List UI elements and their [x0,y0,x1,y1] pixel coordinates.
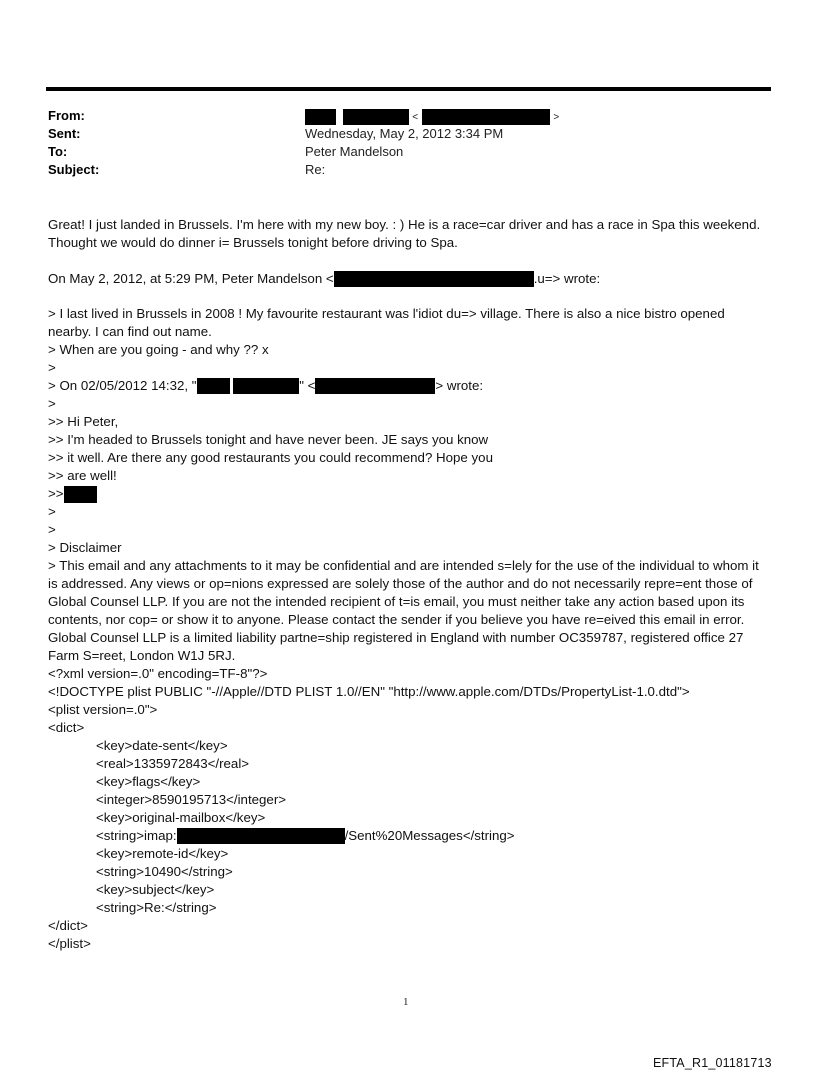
to-value: Peter Mandelson [305,144,404,159]
plist-line: <integer>8590195713</integer> [96,792,287,807]
plist-line: <?xml version=.0" encoding=TF-8"?> [48,666,268,681]
quote-line: > [48,504,56,519]
redaction-block [197,378,230,394]
quote-line: >> [48,485,97,503]
quote-line: >> I'm headed to Brussels tonight and have never been. JE says you know [48,432,489,447]
plist-line: <plist version=.0"> [48,702,158,717]
plist-line: <key>flags</key> [96,774,201,789]
subject-value: Re: [305,162,326,177]
plist-line: <key>original-mailbox</key> [96,810,266,825]
subject-label: Subject: [48,162,100,177]
plist-line: <string>Re:</string> [96,900,217,915]
plist-line: </dict> [48,918,88,933]
quote-line: > On 02/05/2012 14:32, " " < > wrote: [48,378,484,393]
redaction-block [343,109,409,125]
plist-line: <real>1335972843</real> [96,756,250,771]
from-row [48,107,560,125]
redaction-block [334,271,534,287]
from-value: < > [305,107,559,127]
quote-attribution: On May 2, 2012, at 5:29 PM, Peter Mandelson < .u=> wrote: [48,271,601,286]
redaction-block [305,109,336,125]
redaction-block [233,378,299,394]
plist-line: <key>date-sent</key> [96,738,228,753]
page-number: 1 [403,996,409,1008]
plist-line: <string>10490</string> [96,864,233,879]
quote-line: >> it well. Are there any good restaurants you could recommend? Hope you [48,450,493,465]
header-rule [46,87,771,91]
from-label: From: [48,108,85,123]
redaction-block [422,109,550,125]
quote-line: > When are you going - and why ?? x [48,342,269,357]
subject-row [48,161,326,179]
bates-number: EFTA_R1_01181713 [653,1056,772,1070]
redaction-block [64,486,97,503]
sent-label: Sent: [48,126,81,141]
plist-line: <!DOCTYPE plist PUBLIC "-//Apple//DTD PLIST 1.0//EN" "http://www.apple.com/DTDs/PropertyList-1.0.dtd"> [48,684,690,699]
quote-line: > Disclaimer [48,540,122,555]
plist-line: <key>remote-id</key> [96,846,229,861]
quote-line: >> Hi Peter, [48,414,119,429]
quote-line: > I last lived in Brussels in 2008 ! My favourite restaurant was l'idiot du=> village. There is also a nice bistro opened nearby. I can find out name. [48,306,725,339]
plist-line: </plist> [48,936,91,951]
sent-value: Wednesday, May 2, 2012 3:34 PM [305,126,504,141]
sent-row [48,125,504,143]
plist-line: <key>subject</key> [96,882,215,897]
redaction-block [315,378,435,394]
plist-line: <dict> [48,720,85,735]
quote-line: > [48,360,56,375]
disclaimer-text: > This email and any attachments to it may be confidential and are intended s=lely for the use of the individual to whom it is addressed. Any views or op=nions expressed are solely those of the author and do not necessarily repre=ent those of Global Counsel LLP. If you are not the intended recipient of t=is email, you must neither take any action based upon its contents, nor cop= or show it to anyone. Please contact the sender if you believe you have re=eived this email in error. Global Counsel LLP is a limited liability partne=ship registered in England with number OC359787, registered office 27 Farm S=reet, London W1J 5RJ. [48,558,759,663]
to-row [48,143,404,161]
quote-line: > [48,522,56,537]
message-intro: Great! I just landed in Brussels. I'm here with my new boy. : ) He is a race=car driver and has a race in Spa this weekend. Thought we would do dinner i= Brussels tonight before driving to Spa. [48,217,761,250]
quote-line: >> are well! [48,468,117,483]
quote-line: > [48,396,56,411]
redaction-block [177,828,345,844]
to-label: To: [48,144,68,159]
plist-line: <string>imap: /Sent%20Messages</string> [96,828,515,843]
